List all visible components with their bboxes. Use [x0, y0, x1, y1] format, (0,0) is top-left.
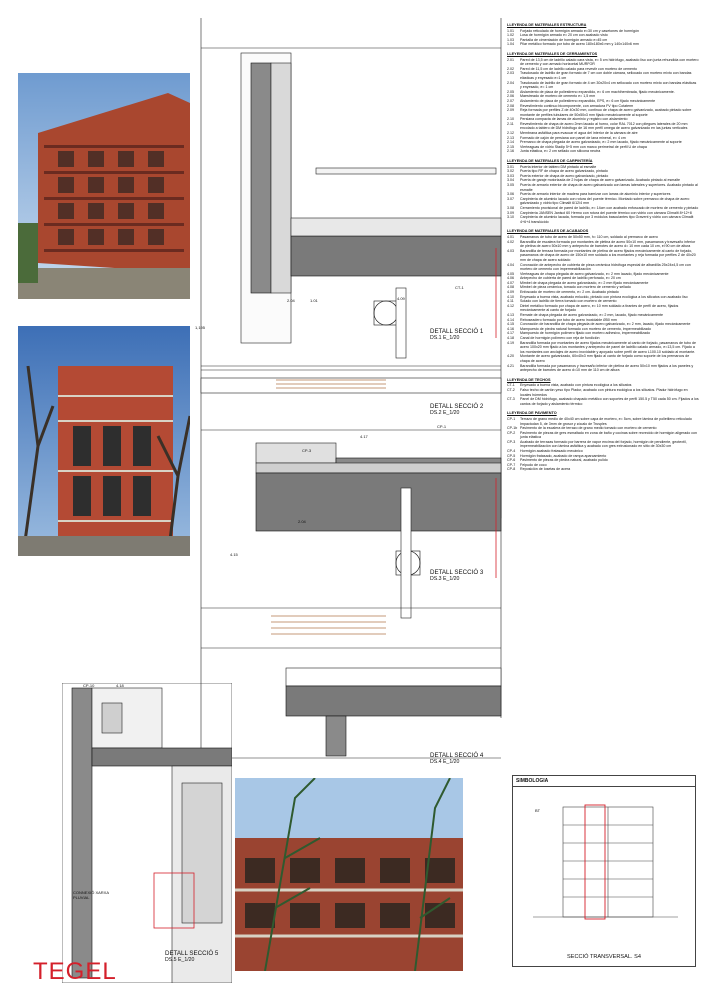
legend-row — [507, 341, 699, 355]
legend-acabados-list — [507, 235, 699, 373]
legend-code: 4.11 — [507, 299, 514, 304]
legend-code: 2.06 — [507, 94, 514, 99]
legend-code: 3.06 — [507, 192, 514, 197]
legend-code: 3.10 — [507, 215, 514, 220]
legend-code: 4.20 — [507, 354, 514, 359]
legend-text: Puerta exterior de chapa de acero galvanizado, pintado — [520, 173, 609, 178]
tag-4-17: 4.17 — [360, 434, 368, 439]
legend-text: Mampuesto de hormigón polímero fijado con mortero adhesivo, impermeabilizado — [520, 331, 651, 336]
legend-code: 2.08 — [507, 103, 514, 108]
legend-text: Revestimiento de chapa de acero 2mm lacado al horno, color RAL 7012 con pliegues laterales de 20 mm encolado a tablero de DM hidrófugo de 16 mm perfil omega de acero galvanizado en las juntas verticales — [520, 121, 688, 131]
legend-code: 1.04 — [507, 42, 514, 47]
legend-row — [507, 249, 699, 263]
legend-code: CT-1 — [507, 383, 515, 388]
legend-row — [507, 71, 699, 80]
legend-pavimento-title: LLEYENDA DE PAVIMENTO — [507, 411, 557, 416]
legend-text: Aislamiento de placa de poliestireno expandido, EPS, e= 6 cm fijado mecánicamente — [520, 98, 656, 103]
legend-text: Trasdosado de ladrillo de gran formato de 7 cm con doble cámara, sellocado con mortero mixto con bandas elásticas y enyesado e=1 cm — [520, 71, 692, 80]
legend-row — [507, 215, 699, 224]
legend-code: CP-1 — [507, 416, 516, 421]
tag-cp-3: CP-3 — [302, 448, 312, 453]
legend-row — [507, 431, 699, 440]
legend-code: 2.10 — [507, 117, 514, 122]
legend-code: 3.02 — [507, 169, 514, 174]
site-photo-2 — [18, 326, 190, 556]
legend-acabados-title: LLEYENDA DE MATERIALES DE ACABADOS — [507, 229, 589, 234]
legend-code: CT-3 — [507, 397, 515, 402]
legend-code: 4.02 — [507, 239, 514, 244]
legend-text: Trasdosado de ladrillo de gran formato de 4 cm 30x20x4 cm sellocado con mortero mixto con bandas elásticas y enyesado, e= 1 cm — [520, 80, 697, 90]
legend-text: Premarco de chapa plegada de acero galvanizado, e= 2 mm lacado, fijado mecánicamente al soporte — [520, 140, 682, 145]
legend-text: Mampuesto de piedra natural formado con mortero de cemento, impermeabilizado — [520, 326, 652, 331]
legend-code: 3.09 — [507, 210, 514, 215]
legend-code: 2.05 — [507, 89, 514, 94]
simbologia-title: SIMBOLOGIA — [513, 776, 695, 787]
brand-logo-text: TEGEL — [33, 958, 117, 985]
legend-code: CP-5 — [507, 453, 516, 458]
legend-code: 4.16 — [507, 326, 514, 331]
legend-text: Maestreado de mortero de cemento e= 1,5 mm — [520, 94, 596, 99]
legend-row — [507, 81, 699, 90]
detail-title: DETALL SECCIÓ 1 — [430, 328, 484, 335]
legend-text: Carpintería JANSEN Janisol 60 Hermo con rotura del puente térmico con vidrio con cámara Climalit 8+12+8 — [520, 210, 692, 215]
legend-text: Mimbel de pieza cerámica, tomado con mortero de cemento y sellado — [520, 285, 631, 290]
legend-code: 4.06 — [507, 276, 514, 281]
legend-code: 4.04 — [507, 262, 514, 267]
tag-4-09: 4.09 — [397, 296, 405, 301]
section-5-drawing — [62, 683, 232, 983]
legend-row — [507, 240, 699, 249]
legend-text: Antepecho de cubierta de pared de ladrillo perforado, e= 20 cm — [520, 276, 621, 281]
detail-scale: DS.1 E_1/20 — [430, 335, 460, 342]
legend-code: 2.03 — [507, 71, 514, 76]
legend-row — [507, 42, 699, 47]
legend-structure-title: LLEYENDA DE MATERIALES ESTRUCTURA — [507, 23, 587, 27]
legend-text: Falso techo de cartón yeso tipo Pladur, acabado con pintura ecológica a los silicatos. Pladur hidrófugo en locales húmedos — [520, 387, 688, 397]
legend-text: Barandilla formada por montantes de acero fijados mecánicamente al canto de forjado, pasamanos de tubo de acero 100x20 mm fijado a los montantes y antepecho de panel de ladrillo calado armado, e=13,5 cm. Fijado a los montantes con anclajes de acero inoxidable y apoyado sobre perfil de acero L100.10 soldado al montante. — [520, 340, 697, 354]
legend-code: CP-2 — [507, 430, 516, 435]
tag-4-15: 4.15 — [230, 552, 238, 557]
legend-code: 2.01 — [507, 57, 514, 62]
legend-text: Reboseadero formado por tubo de acero inoxidable Ø50 mm — [520, 317, 617, 322]
legend-text: Formado de cajón de persiana con panel de lana mineral, e= 4 cm — [520, 135, 626, 140]
legend-structure-list — [507, 29, 699, 47]
legend-pavimento-list — [507, 417, 699, 472]
legend-text: Reja formada por perfiles Z de 40x30 mm, continuo de chapa de acero galvanizado, acabado pintado sobre montante de perfiles tubulares de 50x50x3 mm fijado mecánicamente al soporte — [520, 108, 692, 117]
legend-text: Hormigón fratasado, acabado de rampa aparcamiento — [520, 453, 607, 458]
legend-code: 2.04 — [507, 80, 514, 85]
legend-text: Pavimento de piezas de gres esmaltado en zona de baño y cocinas sobre recrecido de hormigón aligerado con junta elástica — [520, 430, 698, 440]
legend-cerramientos-list — [507, 58, 699, 154]
legend-text: Barandilla de terraza formada por montantes de pletina de acero fijados mecánicamente al canto de forjado, pasamanos de chapa de acero de 150x10 mm soldado a los montantes y reja formada por perfiles Z de 40x20 mm de chapa de acero soldado — [520, 248, 696, 262]
legend-text: Puerta interior de tablero DM pintado al esmalte — [520, 164, 597, 169]
legend-text: Enyesado a buena vista, acabado enlucido, pintado con pintura ecológica a los silicatos con acabado liso — [520, 294, 688, 299]
tag-ct-1: CT-1 — [455, 285, 464, 290]
legend-techos-title: LLEYENDA DE TECHOS — [507, 377, 551, 382]
legend-row — [507, 122, 699, 131]
tag-connexio: CONNEXIÓ XARXA PLUVIAL — [73, 890, 109, 900]
legend-code: 3.07 — [507, 196, 514, 201]
tag-1-195: 1,195 — [195, 325, 206, 330]
simbologia-box — [512, 775, 696, 967]
detail-scale: DS.3 E_1/20 — [430, 576, 460, 583]
legend-code: CP-3 — [507, 439, 516, 444]
site-photo-1 — [18, 73, 190, 299]
legend-text: Junta elástica, e= 2 cm sellado con silicona neutra — [520, 149, 601, 154]
legend-code: 4.17 — [507, 331, 514, 336]
legend-text: Reposición de losetas de acera — [520, 467, 571, 472]
legend-code: 2.02 — [507, 66, 514, 71]
legend-code: CP-8 — [507, 467, 516, 472]
legend-code: CP-1b — [507, 426, 518, 431]
legend-text: Pared de 13,5 cm de ladrillo calado cara vista, e= 5 cm hidrófugo, acabado liso con junta rehundida con mortero de cemento y con armado horizontal MURFOR — [520, 57, 699, 67]
legend-text: Carpintería de aluminio lacada, formada por 3 módulos basculantes tipo Gravent y vidrio con cámara Climalit 4+6+4 translúcido — [520, 215, 694, 224]
legend-code: 3.03 — [507, 173, 514, 178]
legend-text: Forjado reticulado de hormigón armado e=30 cm y casetones de hormigón — [520, 28, 639, 33]
legend-code: 4.09 — [507, 290, 514, 295]
legend-code: 2.14 — [507, 140, 514, 145]
legend-techos-list — [507, 383, 699, 406]
legend-row — [507, 397, 699, 406]
simbologia-marker: BT — [535, 808, 541, 813]
legend-code: CP-4 — [507, 449, 516, 454]
simbologia-caption: SECCIÓ TRANSVERSAL. S4 — [567, 954, 641, 960]
tag-2-04-b: 2.04 — [298, 519, 306, 524]
detail-title: DETALL SECCIÓ 4 — [430, 752, 484, 759]
legend-code: 4.12 — [507, 303, 514, 308]
tag-cp-1: CP-1 — [437, 424, 447, 429]
detail-label-3 — [430, 570, 483, 583]
tag-4-18: 4.18 — [116, 683, 124, 688]
legend-row — [507, 197, 699, 206]
site-photo-3 — [235, 778, 463, 971]
legend-text: Enyesado a buena vista, acabado con pintura ecológica a los silicatos — [520, 383, 632, 388]
detail-scale: DS.4 E_1/20 — [430, 759, 460, 766]
tag-cp-10: CP-10 — [83, 683, 95, 688]
legend-text: Panel de DM hidrófugo, acabado chapado metálico con soportes de perfil 150.5 y T50 cada 50 cm. Fijados a los cantos de forjado y aislamiento térmico — [520, 397, 699, 406]
legend-text: Dintel metálico formado por chapa de acero, e= 10 mm soldado a tirantes de perfil de acero, fijados mecánicamente al canto de forjado — [520, 303, 679, 313]
legend-code: 3.04 — [507, 178, 514, 183]
legend-text: Revestimiento continuo bicomponente, con armadura FV tipo Cotaterm — [520, 103, 634, 108]
legend-carpinteria-list — [507, 165, 699, 225]
legend-code: 1.02 — [507, 33, 514, 38]
legend-code: 1.03 — [507, 37, 514, 42]
legend-code: 4.07 — [507, 280, 514, 285]
detail-scale: DS.2 E_1/20 — [430, 410, 460, 417]
legend-text: Barandilla formada por pasamanos y travesaño inferior de pletina de acero 50x10 mm fijados a los paneles y antepecho de barrotes de acero d=10 mm de 110 cm de altura — [520, 363, 694, 373]
legend-code: 4.19 — [507, 340, 514, 345]
legend-code: CT-2 — [507, 387, 515, 392]
section-drawings — [196, 18, 506, 778]
legend-code: 2.13 — [507, 135, 514, 140]
legend-row — [507, 304, 699, 313]
legend-code: 2.12 — [507, 131, 514, 136]
legend-row — [507, 354, 699, 363]
detail-title: DETALL SECCIÓ 2 — [430, 403, 484, 410]
legend-row — [507, 364, 699, 373]
detail-title: DETALL SECCIÓ 5 — [165, 950, 219, 957]
detail-label-5 — [165, 951, 218, 964]
legend-text: Vierteaguas de vidrio Stadip 5+5 mm con marco perimetral de perfil U de chapa — [520, 144, 647, 149]
legend-code: 4.01 — [507, 234, 514, 239]
legend-code: 3.01 — [507, 164, 514, 169]
legend-code: 4.08 — [507, 285, 514, 290]
legend-code: 4.21 — [507, 363, 514, 368]
legend-row — [507, 183, 699, 192]
legend-code: 4.18 — [507, 336, 514, 340]
detail-title: DETALL SECCIÓ 3 — [430, 569, 484, 576]
legend-row — [507, 467, 699, 472]
legend-row — [507, 108, 699, 117]
legend-code: 3.05 — [507, 183, 514, 187]
legend-row — [507, 417, 699, 426]
legend-row — [507, 58, 699, 67]
legend-text: Pavimento de la escalera de terrazo de grano medio tomado con mortero de cemento — [520, 426, 657, 431]
legend-text: Cerramiento provisional de pared de ladrillo, e= 14cm con acabado enfoscado de mortero de cemento y pintado — [520, 205, 699, 210]
legend-text: Terrazo de grano medio de 40x40 cm sobre capa de mortero, e= 5cm, sobre lámina de polietileno reticulado Impactodan 5, de 3mm de grosor y zócalo de Trusples — [520, 416, 692, 426]
legend-text: Felpudo de coco — [520, 462, 547, 467]
legend-code: CP-7 — [507, 462, 516, 467]
legend-text: Remate de chapa plegada de acero galvanizado, e= 2 mm, lacado, fijado mecánicamente — [520, 313, 663, 318]
legend-code: 1.01 — [507, 28, 514, 33]
legend-text: Puerta tipo RF de chapa de acero galvanizado, pintado — [520, 169, 608, 174]
legend-text: Vierteaguas de chapa plegada de acero galvanizado, e= 2 mm lacado, fijado mecánicamente — [520, 271, 669, 276]
legend-text: Hormigón acabado fratasado mecánico — [520, 449, 583, 454]
legend-code: 4.14 — [507, 317, 514, 322]
section-key-diagram — [513, 787, 695, 937]
legend-code: 4.03 — [507, 248, 514, 253]
materials-legend — [507, 18, 699, 746]
detail-label-4 — [430, 753, 483, 766]
tag-1-01: 1.01 — [310, 298, 318, 303]
legend-text: Carpintería de aluminio lacado con rotura del puente térmico. Montado sobre premarco de chapa de acero galvanizado y vidrio tipo Climalit 6/12/4 mm — [520, 196, 690, 206]
legend-text: Pantalla de cimentación de hormigón armado e=45 cm — [520, 37, 608, 42]
legend-text: Coronación de antepecho de cubierta de pieza cerámica hidrófuga especial de albardilla 25x24x4,5 cm con mortero de cemento con impermeabilización — [520, 262, 691, 272]
legend-text: Losa de hormigón armado e= 20 cm con acabado visto — [520, 33, 608, 38]
legend-text: Persiana compacta de lamas de aluminio y registro con aislamiento — [520, 117, 628, 122]
legend-code: 3.08 — [507, 205, 514, 210]
detail-label-2 — [430, 404, 483, 417]
legend-code: CP-6 — [507, 458, 516, 463]
legend-text: Pavimento de piezas de piedra natural, acabado pulido — [520, 458, 608, 463]
legend-code: 4.10 — [507, 294, 514, 299]
legend-row — [507, 263, 699, 272]
tag-2-04: 2.04 — [287, 298, 295, 303]
legend-cerramientos-title: LLEYENDA DE MATERIALES DE CERRAMIENTOS — [507, 51, 598, 56]
legend-text: Mimbel de chapa plegada de acero galvanizado, e= 2 mm fijado mecánicamente — [520, 280, 649, 285]
detail-label-1 — [430, 329, 483, 342]
legend-code: 4.05 — [507, 271, 514, 276]
legend-text: Puerta de armario interior de madera para barnizar con lamas de aluminio interior y superiores — [520, 192, 671, 197]
legend-row — [507, 149, 699, 154]
legend-text: Montante de acero galvanizado, 60x40x3 mm fijado al canto de forjado como soporte de los premarcos de chapa de acero — [520, 354, 690, 363]
legend-text: Aislamiento de placa de poliestireno expandido, e= 6 cm machihembrada, fijado mecánicamente. — [520, 89, 675, 94]
legend-row — [507, 440, 699, 449]
legend-code: 2.15 — [507, 144, 514, 149]
legend-text: Solado con ladrillo de tierra tomado con mortero de cemento — [520, 299, 617, 304]
legend-text: Barandilla de escalera formada por montantes de pletina de acero 50x10 mm, pasamanos y travesaño inferior de pletina de acero 50x10 mm y antepecho de barrotes de acero d= 10 mm cada 10 cm, el 90 cm de altura — [520, 239, 696, 249]
legend-text: Canal de hormigón polímero con reja de fundición — [520, 336, 600, 340]
legend-code: 4.13 — [507, 313, 514, 318]
legend-code: 2.09 — [507, 108, 514, 113]
legend-text: Coronación de barandilla de chapa plegada de acero galvanizado, e= 2 mm, lacado, fijado mecánicamente — [520, 322, 691, 327]
legend-code: 2.16 — [507, 149, 514, 154]
detail-scale: DS.5 E_1/20 — [165, 957, 195, 964]
legend-text: Puerta de armario exterior de chapa de acero galvanizado con lamas laterales y superiores. Acabado pintado al esmalte — [520, 183, 698, 192]
legend-text: Pared de 11,5 cm de ladrillo calado para revestir con mortero de cemento — [520, 66, 637, 71]
legend-text: Puerta de garaje motorizada de 2 hojas de chapa de acero galvanizado. Acabado pintado al esmalte — [520, 178, 681, 183]
legend-code: 2.11 — [507, 121, 514, 126]
legend-text: Pilar metálico formado por tubo de acero 180x180x6 mm y 140x140x6 mm — [520, 42, 639, 47]
legend-text: Acabado de terrazas formado por barrera de vapor encima del forjado, hormigón de pendiente, geotextil, impermeabilización con lámina asfáltica y acabado con gres extrusionado en sitio de 30x30 cm — [520, 439, 687, 449]
legend-text: Pasamanos de tubo de acero de 50x50 mm, h= 110 cm, soldado al premarco de acero — [520, 234, 658, 239]
legend-text: Enfoscado de mortero de cemento, e= 2 cm. Acabado pintado — [520, 290, 619, 295]
legend-text: Membrana asfáltica para evacuar el agua del interior de la cámara de aire — [520, 131, 638, 136]
legend-row — [507, 388, 699, 397]
legend-carpinteria-title: LLEYENDA DE MATERIALES DE CARPINTERÍA — [507, 159, 593, 164]
legend-code: 4.15 — [507, 322, 514, 327]
legend-code: 2.07 — [507, 98, 514, 103]
